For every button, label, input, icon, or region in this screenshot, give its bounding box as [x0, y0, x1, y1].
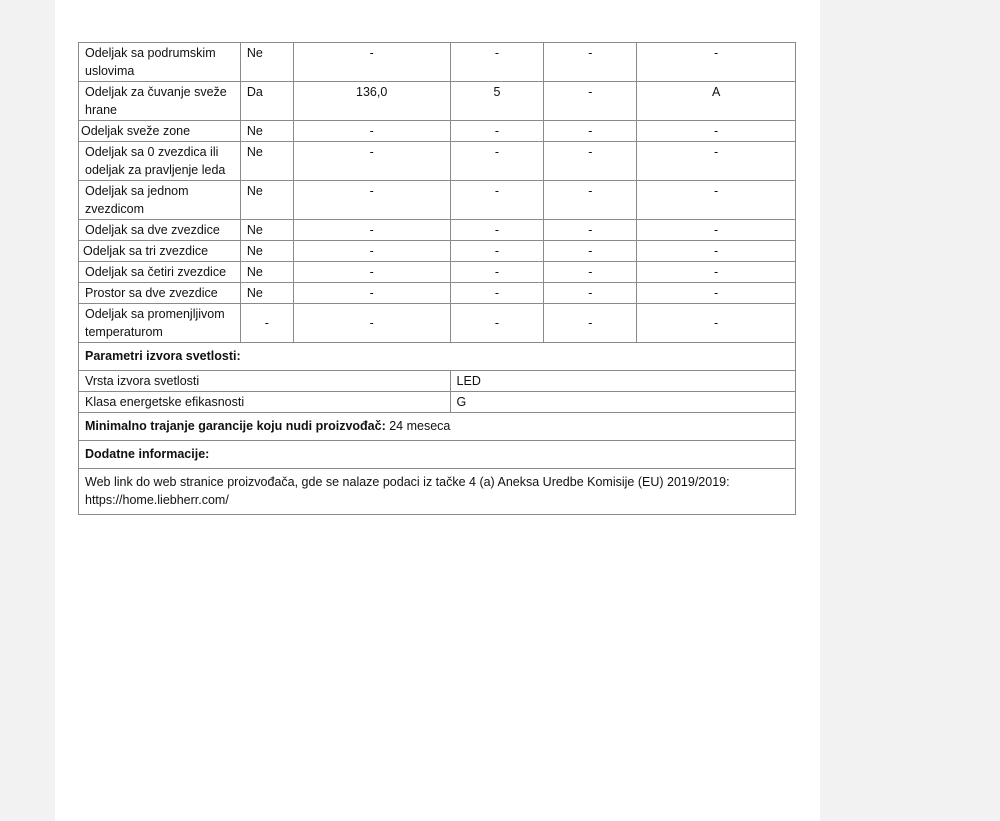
compartment-volume: - [293, 142, 450, 181]
energy-info-table [78, 42, 796, 515]
compartment-present: - [240, 304, 293, 343]
compartment-defrost: - [544, 82, 637, 121]
table-row [79, 181, 796, 220]
light-class-value: G [450, 392, 795, 413]
compartment-volume: - [293, 241, 450, 262]
compartment-climate: - [637, 142, 796, 181]
compartment-defrost: - [544, 304, 637, 343]
compartment-present: Ne [240, 220, 293, 241]
compartment-defrost: - [544, 121, 637, 142]
table-row [79, 82, 796, 121]
light-type-label: Vrsta izvora svetlosti [79, 371, 451, 392]
compartment-volume: - [293, 304, 450, 343]
table-row [79, 142, 796, 181]
compartment-name: Odeljak sa jednom zvezdicom [79, 181, 241, 220]
compartment-name: Odeljak za čuvanje sveže hrane [79, 82, 241, 121]
additional-heading-row [79, 441, 796, 469]
compartment-stars: - [450, 181, 544, 220]
compartment-volume: - [293, 181, 450, 220]
light-type-value: LED [450, 371, 795, 392]
compartment-climate: - [637, 241, 796, 262]
compartment-name: Odeljak sa promenjljivom temperaturom [79, 304, 241, 343]
compartment-present: Ne [240, 142, 293, 181]
compartment-present: Ne [240, 181, 293, 220]
compartment-volume: - [293, 121, 450, 142]
compartment-climate: - [637, 181, 796, 220]
compartment-stars: - [450, 283, 544, 304]
compartment-stars: - [450, 220, 544, 241]
compartment-stars: - [450, 43, 544, 82]
compartment-volume: 136,0 [293, 82, 450, 121]
compartment-present: Da [240, 82, 293, 121]
compartment-stars: - [450, 142, 544, 181]
compartment-volume: - [293, 220, 450, 241]
compartment-volume: - [293, 262, 450, 283]
compartment-present: Ne [240, 262, 293, 283]
compartment-defrost: - [544, 142, 637, 181]
table-row [79, 121, 796, 142]
compartment-defrost: - [544, 43, 637, 82]
guarantee-label: Minimalno trajanje garancije koju nudi proizvođač: [85, 419, 386, 433]
compartment-defrost: - [544, 262, 637, 283]
table-row [79, 283, 796, 304]
compartment-defrost: - [544, 241, 637, 262]
compartment-stars: - [450, 241, 544, 262]
compartment-climate: - [637, 283, 796, 304]
compartment-stars: - [450, 262, 544, 283]
compartment-present: Ne [240, 121, 293, 142]
compartment-climate: - [637, 43, 796, 82]
table-row [79, 262, 796, 283]
light-heading: Parametri izvora svetlosti: [79, 343, 796, 371]
additional-heading: Dodatne informacije: [79, 441, 796, 469]
compartment-present: Ne [240, 241, 293, 262]
guarantee-value: 24 meseca [385, 419, 451, 433]
light-type-row [79, 371, 796, 392]
compartment-name: Odeljak sa 0 zvezdica ili odeljak za pravljenje leda [79, 142, 241, 181]
guarantee-cell [79, 413, 796, 441]
compartment-defrost: - [544, 283, 637, 304]
compartment-name: Odeljak sa tri zvezdice [79, 241, 241, 262]
guarantee-row [79, 413, 796, 441]
compartment-name: Odeljak sa četiri zvezdice [79, 262, 241, 283]
table-row [79, 43, 796, 82]
compartment-volume: - [293, 43, 450, 82]
compartment-name: Odeljak sa dve zvezdice [79, 220, 241, 241]
additional-text: Web link do web stranice proizvođača, gde se nalaze podaci iz tačke 4 (a) Aneksa Uredbe Komisije (EU) 2019/2019: https://home.liebherr.com/ [79, 469, 796, 515]
compartment-defrost: - [544, 181, 637, 220]
compartment-name: Prostor sa dve zvezdice [79, 283, 241, 304]
compartment-stars: - [450, 304, 544, 343]
compartment-name: Odeljak sa podrumskim uslovima [79, 43, 241, 82]
compartment-stars: - [450, 121, 544, 142]
light-class-label: Klasa energetske efikasnosti [79, 392, 451, 413]
compartment-climate: - [637, 220, 796, 241]
compartment-volume: - [293, 283, 450, 304]
compartment-present: Ne [240, 43, 293, 82]
compartment-present: Ne [240, 283, 293, 304]
document-page [55, 0, 820, 821]
table-row [79, 241, 796, 262]
compartment-stars: 5 [450, 82, 544, 121]
additional-text-row [79, 469, 796, 515]
light-heading-row [79, 343, 796, 371]
compartment-climate: - [637, 304, 796, 343]
compartment-climate: A [637, 82, 796, 121]
compartment-climate: - [637, 262, 796, 283]
compartment-name: Odeljak sveže zone [79, 121, 241, 142]
table-row [79, 304, 796, 343]
light-class-row [79, 392, 796, 413]
table-row [79, 220, 796, 241]
compartment-defrost: - [544, 220, 637, 241]
compartment-climate: - [637, 121, 796, 142]
